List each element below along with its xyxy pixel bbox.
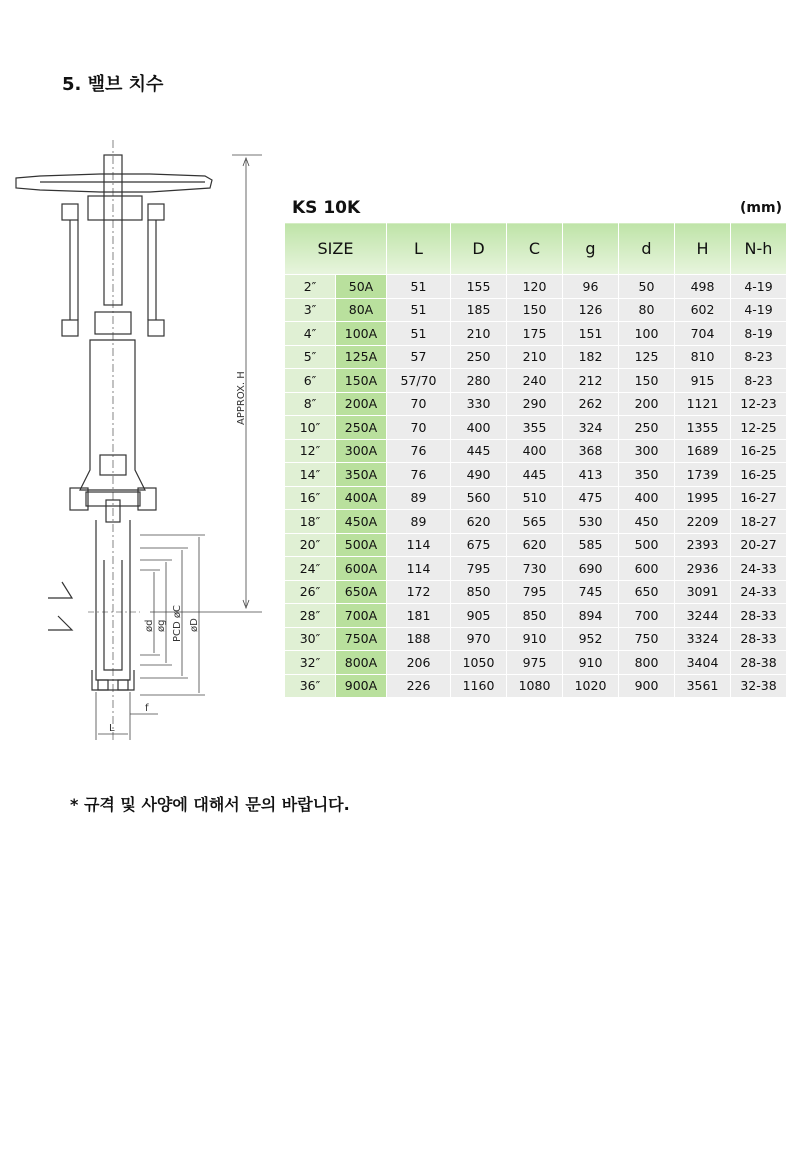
cell-inch: 3″: [285, 298, 336, 322]
inquiry-note: * 규격 및 사양에 대해서 문의 바랍니다.: [70, 795, 350, 814]
cell-d: 250: [451, 345, 507, 369]
cell-c: 850: [507, 604, 563, 628]
cell-c: 910: [507, 627, 563, 651]
cell-mm: 50A: [336, 275, 387, 299]
cell-c: 175: [507, 322, 563, 346]
cell-nh: 18-27: [731, 510, 787, 534]
cell-l: 70: [387, 416, 451, 440]
dimension-table: [284, 222, 787, 698]
cell-d: 330: [451, 392, 507, 416]
cell-nh: 8-19: [731, 322, 787, 346]
table-row: [285, 322, 787, 346]
cell-d: 80: [619, 298, 675, 322]
cell-g: 212: [563, 369, 619, 393]
table-row: [285, 674, 787, 698]
cell-d: 1160: [451, 674, 507, 698]
cell-d: 795: [451, 557, 507, 581]
cell-d: 450: [619, 510, 675, 534]
cell-mm: 600A: [336, 557, 387, 581]
cell-l: 89: [387, 510, 451, 534]
header-size: SIZE: [285, 223, 387, 275]
cell-nh: 8-23: [731, 369, 787, 393]
cell-mm: 750A: [336, 627, 387, 651]
cell-d: 155: [451, 275, 507, 299]
cell-g: 368: [563, 439, 619, 463]
cell-h: 1689: [675, 439, 731, 463]
height-dimension-label: APPROX. H: [236, 371, 247, 425]
cell-c: 730: [507, 557, 563, 581]
cell-h: 498: [675, 275, 731, 299]
cell-nh: 8-23: [731, 345, 787, 369]
table-row: [285, 369, 787, 393]
cell-nh: 28-33: [731, 604, 787, 628]
cell-mm: 900A: [336, 674, 387, 698]
D-dimension-label: øD: [189, 618, 200, 632]
cell-l: 89: [387, 486, 451, 510]
table-row: [285, 627, 787, 651]
cell-c: 120: [507, 275, 563, 299]
cell-c: 565: [507, 510, 563, 534]
cell-inch: 28″: [285, 604, 336, 628]
cell-d: 185: [451, 298, 507, 322]
cell-mm: 300A: [336, 439, 387, 463]
cell-c: 445: [507, 463, 563, 487]
cell-h: 602: [675, 298, 731, 322]
table-row: [285, 416, 787, 440]
cell-d: 560: [451, 486, 507, 510]
cell-d: 750: [619, 627, 675, 651]
cell-d: 200: [619, 392, 675, 416]
cell-mm: 350A: [336, 463, 387, 487]
cell-mm: 80A: [336, 298, 387, 322]
cell-d: 900: [619, 674, 675, 698]
cell-inch: 10″: [285, 416, 336, 440]
cell-d: 700: [619, 604, 675, 628]
cell-d: 675: [451, 533, 507, 557]
table-row: [285, 392, 787, 416]
cell-c: 210: [507, 345, 563, 369]
cell-l: 226: [387, 674, 451, 698]
header-L: L: [387, 223, 451, 275]
table-row: [285, 439, 787, 463]
cell-d: 500: [619, 533, 675, 557]
table-row: [285, 486, 787, 510]
cell-nh: 28-38: [731, 651, 787, 675]
cell-d: 250: [619, 416, 675, 440]
cell-nh: 12-23: [731, 392, 787, 416]
cell-d: 350: [619, 463, 675, 487]
cell-l: 51: [387, 298, 451, 322]
table-row: [285, 557, 787, 581]
section-title: 5. 밸브 치수: [62, 74, 164, 95]
cell-g: 182: [563, 345, 619, 369]
cell-g: 262: [563, 392, 619, 416]
cell-h: 1121: [675, 392, 731, 416]
cell-h: 1739: [675, 463, 731, 487]
f-dimension-label: f: [145, 703, 149, 714]
cell-d: 210: [451, 322, 507, 346]
cell-h: 2209: [675, 510, 731, 534]
cell-d: 800: [619, 651, 675, 675]
cell-l: 206: [387, 651, 451, 675]
cell-mm: 150A: [336, 369, 387, 393]
cell-mm: 200A: [336, 392, 387, 416]
cell-d: 125: [619, 345, 675, 369]
cell-inch: 24″: [285, 557, 336, 581]
cell-nh: 32-38: [731, 674, 787, 698]
cell-c: 620: [507, 533, 563, 557]
cell-nh: 16-27: [731, 486, 787, 510]
cell-mm: 400A: [336, 486, 387, 510]
cell-c: 150: [507, 298, 563, 322]
cell-c: 355: [507, 416, 563, 440]
cell-l: 51: [387, 275, 451, 299]
cell-inch: 20″: [285, 533, 336, 557]
cell-g: 690: [563, 557, 619, 581]
cell-mm: 800A: [336, 651, 387, 675]
cell-l: 57: [387, 345, 451, 369]
cell-d: 905: [451, 604, 507, 628]
cell-g: 96: [563, 275, 619, 299]
valve-dimension-drawing: [0, 130, 280, 750]
table-row: [285, 651, 787, 675]
cell-h: 810: [675, 345, 731, 369]
table-row: [285, 604, 787, 628]
cell-l: 76: [387, 463, 451, 487]
table-row: [285, 345, 787, 369]
cell-h: 2393: [675, 533, 731, 557]
cell-d: 300: [619, 439, 675, 463]
cell-c: 400: [507, 439, 563, 463]
cell-h: 1995: [675, 486, 731, 510]
cell-g: 585: [563, 533, 619, 557]
cell-l: 57/70: [387, 369, 451, 393]
L-dimension-label: L: [109, 723, 115, 734]
cell-nh: 24-33: [731, 580, 787, 604]
cell-inch: 18″: [285, 510, 336, 534]
pcd-dimension-label: PCD øC: [172, 605, 183, 642]
cell-inch: 16″: [285, 486, 336, 510]
cell-nh: 16-25: [731, 463, 787, 487]
cell-c: 290: [507, 392, 563, 416]
cell-l: 70: [387, 392, 451, 416]
cell-inch: 4″: [285, 322, 336, 346]
cell-g: 413: [563, 463, 619, 487]
cell-h: 3561: [675, 674, 731, 698]
cell-d: 50: [619, 275, 675, 299]
cell-g: 910: [563, 651, 619, 675]
table-row: [285, 298, 787, 322]
cell-h: 3404: [675, 651, 731, 675]
cell-c: 1080: [507, 674, 563, 698]
cell-d: 150: [619, 369, 675, 393]
cell-mm: 650A: [336, 580, 387, 604]
cell-h: 915: [675, 369, 731, 393]
cell-inch: 32″: [285, 651, 336, 675]
cell-g: 151: [563, 322, 619, 346]
cell-d: 620: [451, 510, 507, 534]
cell-c: 975: [507, 651, 563, 675]
cell-c: 795: [507, 580, 563, 604]
cell-l: 172: [387, 580, 451, 604]
cell-inch: 8″: [285, 392, 336, 416]
cell-l: 114: [387, 557, 451, 581]
cell-h: 3324: [675, 627, 731, 651]
cell-h: 2936: [675, 557, 731, 581]
cell-g: 952: [563, 627, 619, 651]
header-g: g: [563, 223, 619, 275]
cell-d: 445: [451, 439, 507, 463]
standard-label: KS 10K: [292, 198, 361, 218]
cell-nh: 4-19: [731, 275, 787, 299]
cell-mm: 100A: [336, 322, 387, 346]
cell-g: 1020: [563, 674, 619, 698]
cell-nh: 20-27: [731, 533, 787, 557]
table-row: [285, 275, 787, 299]
table-header-row: [285, 223, 787, 275]
cell-nh: 28-33: [731, 627, 787, 651]
cell-g: 475: [563, 486, 619, 510]
header-H: H: [675, 223, 731, 275]
cell-c: 510: [507, 486, 563, 510]
cell-inch: 36″: [285, 674, 336, 698]
header-d: d: [619, 223, 675, 275]
cell-g: 894: [563, 604, 619, 628]
cell-h: 704: [675, 322, 731, 346]
cell-g: 530: [563, 510, 619, 534]
cell-d: 1050: [451, 651, 507, 675]
table-row: [285, 463, 787, 487]
g-dimension-label: øg: [156, 619, 167, 632]
cell-l: 181: [387, 604, 451, 628]
cell-inch: 6″: [285, 369, 336, 393]
cell-inch: 26″: [285, 580, 336, 604]
cell-mm: 250A: [336, 416, 387, 440]
cell-d: 400: [619, 486, 675, 510]
cell-c: 240: [507, 369, 563, 393]
header-D: D: [451, 223, 507, 275]
cell-inch: 5″: [285, 345, 336, 369]
unit-label: (mm): [740, 200, 782, 216]
cell-d: 850: [451, 580, 507, 604]
d-small-dimension-label: ød: [144, 619, 155, 632]
table-row: [285, 533, 787, 557]
cell-mm: 500A: [336, 533, 387, 557]
cell-d: 650: [619, 580, 675, 604]
cell-d: 400: [451, 416, 507, 440]
cell-g: 324: [563, 416, 619, 440]
cell-mm: 700A: [336, 604, 387, 628]
cell-nh: 12-25: [731, 416, 787, 440]
cell-h: 3244: [675, 604, 731, 628]
table-body: [285, 275, 787, 698]
cell-d: 100: [619, 322, 675, 346]
cell-l: 188: [387, 627, 451, 651]
cell-d: 280: [451, 369, 507, 393]
cell-h: 3091: [675, 580, 731, 604]
table-row: [285, 580, 787, 604]
cell-nh: 16-25: [731, 439, 787, 463]
cell-inch: 12″: [285, 439, 336, 463]
cell-d: 490: [451, 463, 507, 487]
cell-nh: 24-33: [731, 557, 787, 581]
header-N-h: N-h: [731, 223, 787, 275]
cell-mm: 125A: [336, 345, 387, 369]
cell-d: 970: [451, 627, 507, 651]
cell-inch: 2″: [285, 275, 336, 299]
table-row: [285, 510, 787, 534]
cell-inch: 30″: [285, 627, 336, 651]
cell-l: 76: [387, 439, 451, 463]
cell-l: 51: [387, 322, 451, 346]
cell-h: 1355: [675, 416, 731, 440]
cell-g: 126: [563, 298, 619, 322]
cell-inch: 14″: [285, 463, 336, 487]
cell-g: 745: [563, 580, 619, 604]
cell-nh: 4-19: [731, 298, 787, 322]
cell-d: 600: [619, 557, 675, 581]
cell-l: 114: [387, 533, 451, 557]
cell-mm: 450A: [336, 510, 387, 534]
header-C: C: [507, 223, 563, 275]
